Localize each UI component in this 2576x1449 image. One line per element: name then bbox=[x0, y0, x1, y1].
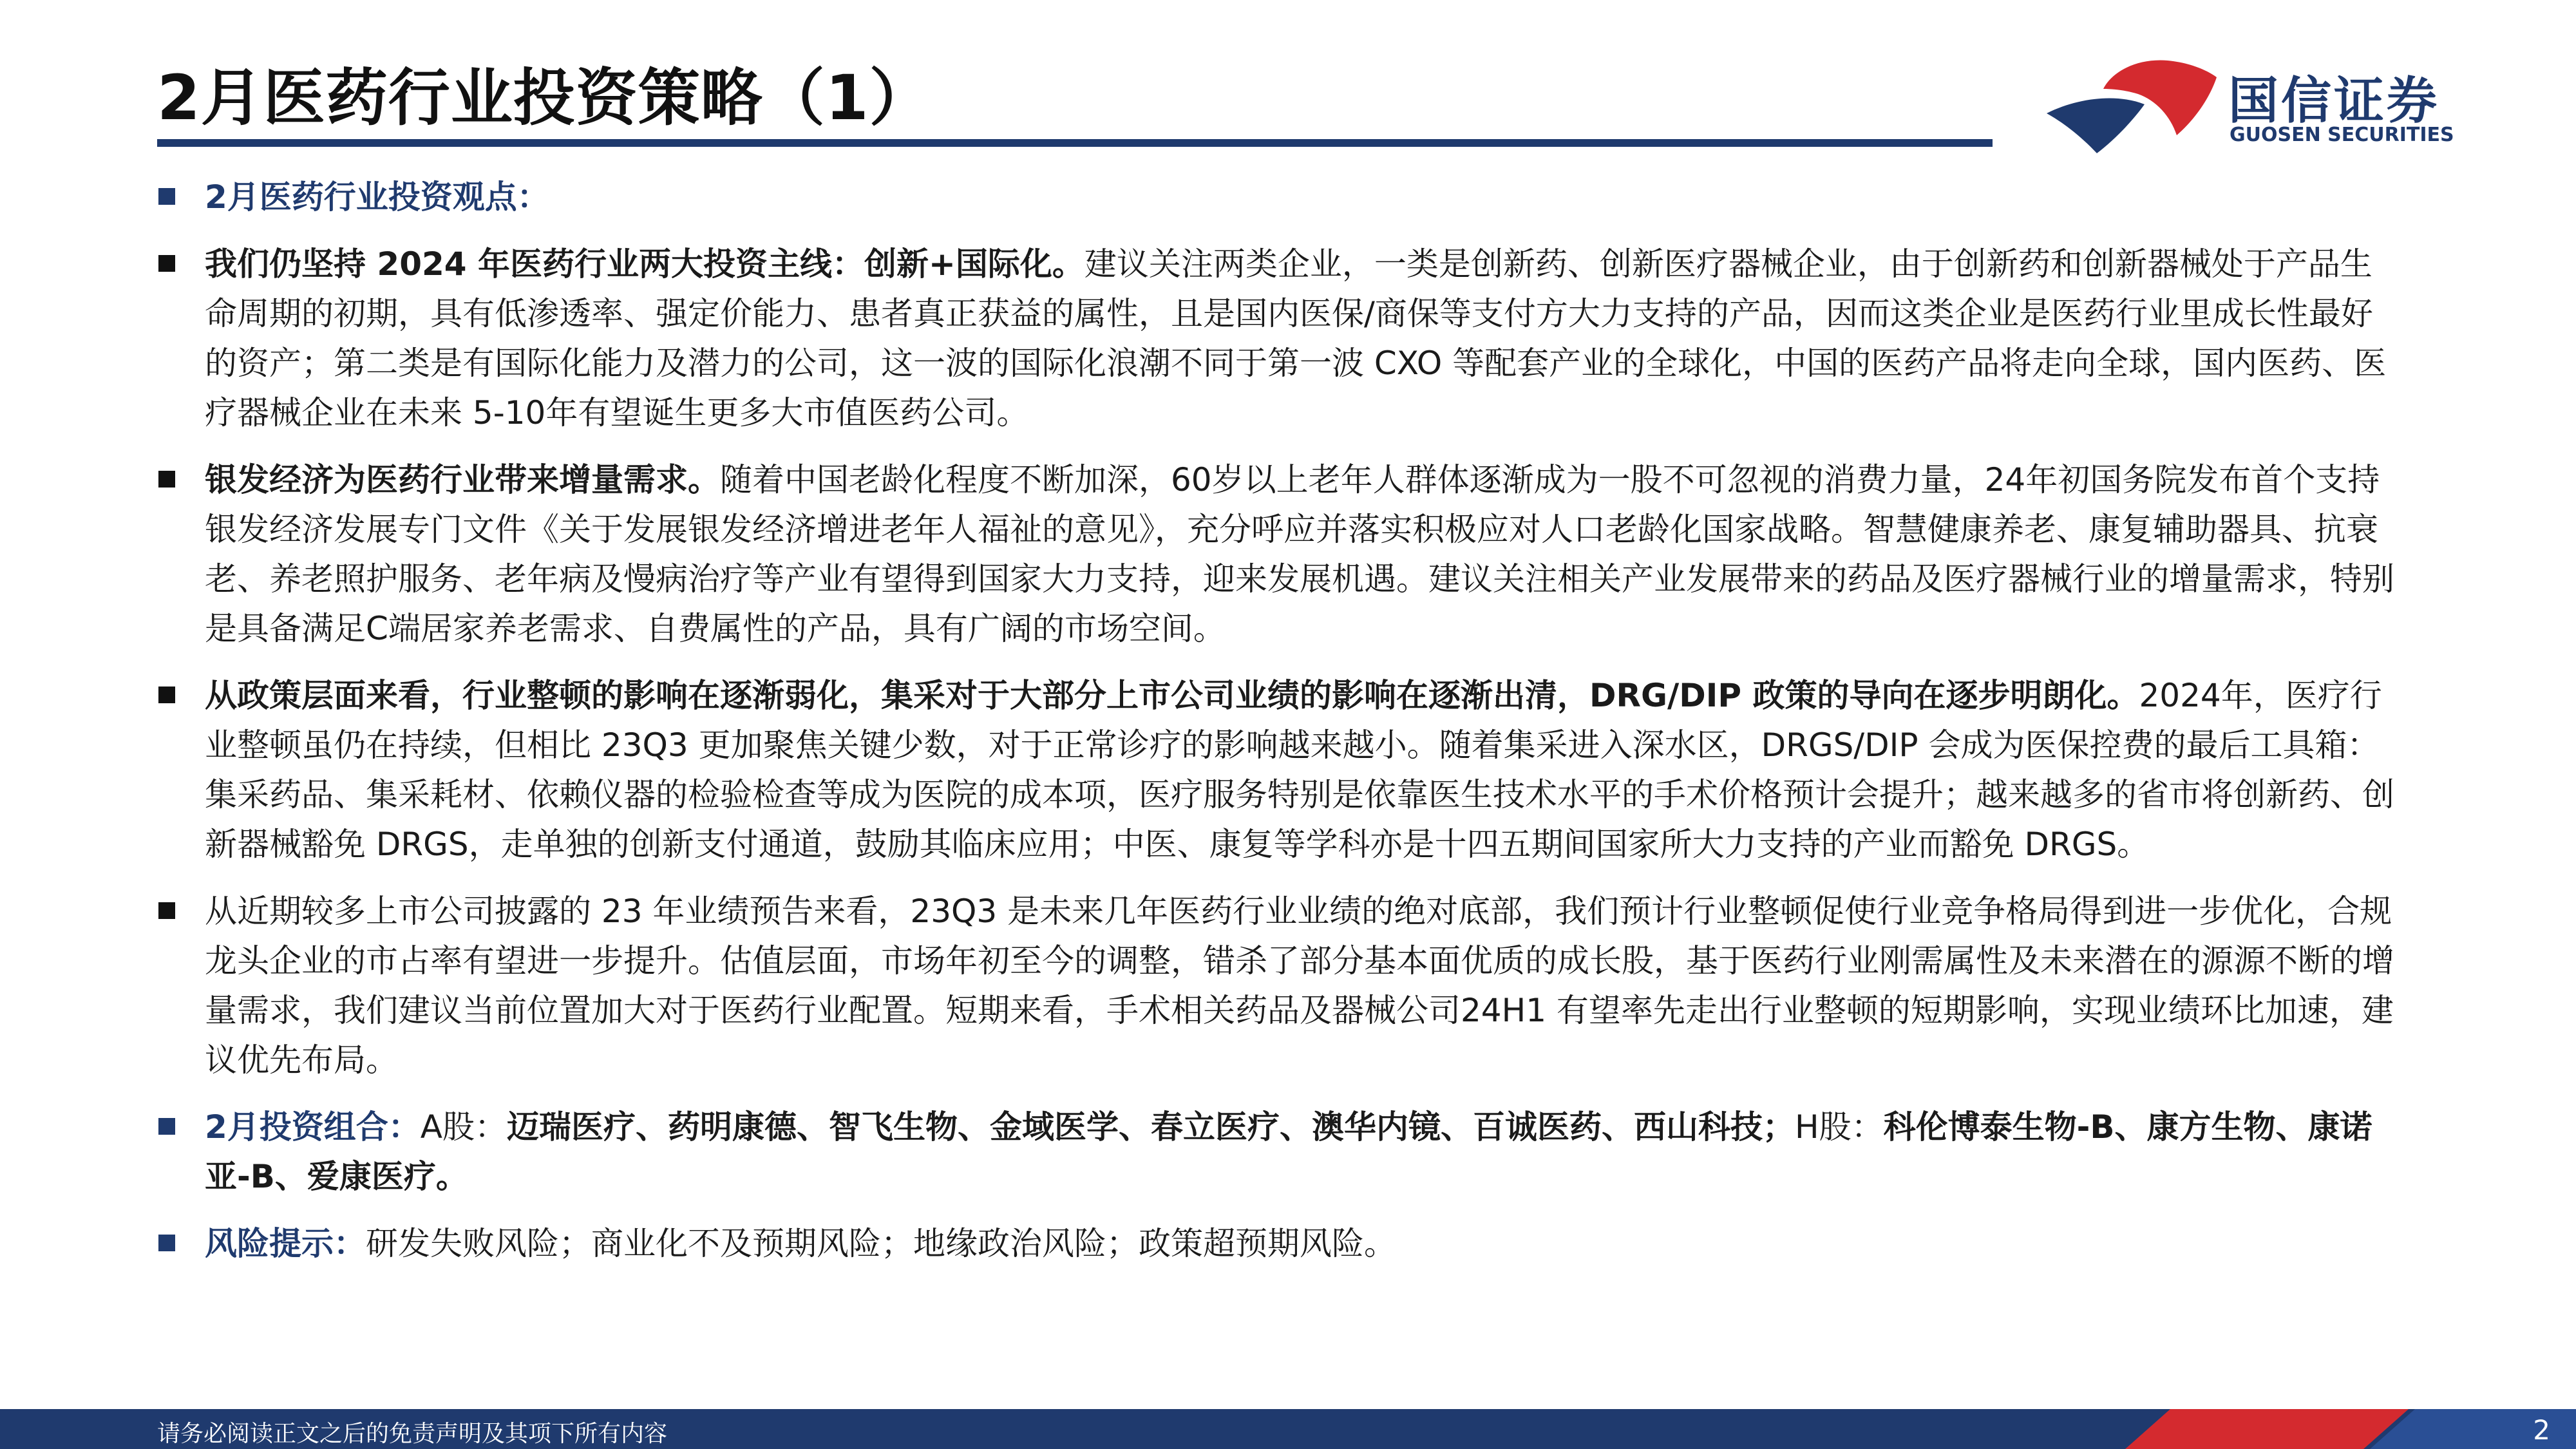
square-bullet-icon bbox=[158, 188, 175, 205]
risk-warning bbox=[157, 1219, 2398, 1269]
point-body: 建议关注两类企业，一类是创新药、创新医疗器械企业，由于创新药和创新器械处于产品生命周期的初期，具有低渗透率、强定价能力、患者真正获益的属性，且是国内医保/商保等支付方大力支持的产品，因而这类企业是医药行业里成长性最好的资产；第二类是有国际化能力及潜力的公司，这一波的国际化浪潮不同于第一波 CXO 等配套产业的全球化，中国的医药产品将走向全球，国内医药、医疗器械企业在未来 5-10年有望诞生更多大市值医药公司。 bbox=[205, 245, 2387, 431]
point-body: 从近期较多上市公司披露的 23 年业绩预告来看，23Q3 是未来几年医药行业业绩的绝对底部，我们预计行业整顿促使行业竞争格局得到进一步优化，合规龙头企业的市占率有望进一步提升。估值层面，市场年初至今的调整，错杀了部分基本面优质的成长股，基于医药行业刚需属性及未来潜在的源源不断的增量需求，我们建议当前位置加大对于医药行业配置。短期来看，手术相关药品及器械公司24H1 有望率先走出行业整顿的短期影响，实现业绩环比加速，建议优先布局。 bbox=[205, 893, 2394, 1079]
point-body: 2024年，医疗行业整顿虽仍在持续，但相比 23Q3 更加聚焦关键少数，对于正常诊疗的影响越来越小。随着集采进入深水区，DRGS/DIP 会成为医保控费的最后工具箱：集采药品、集采耗材、依赖仪器的检验检查等成为医院的成本项，医疗服务特别是依靠医生技术水平的手术价格预计会提升；越来越多的省市将创新药、创新器械豁免 DRGS，走单独的创新支付通道，鼓励其临床应用；中医、康复等学科亦是十四五期间国家所大力支持的产业而豁免 DRGS。 bbox=[205, 677, 2394, 863]
page-title: 2月医药行业投资策略（1） bbox=[157, 62, 932, 134]
a-share-label: A股： bbox=[420, 1108, 507, 1146]
point-earnings bbox=[157, 887, 2398, 1085]
footer-accent-icon bbox=[2048, 1409, 2576, 1449]
heading-text: 2月医药行业投资观点： bbox=[205, 178, 549, 216]
risk-label: 风险提示： bbox=[205, 1225, 366, 1262]
footer-bar bbox=[0, 1409, 2576, 1449]
point-innovation bbox=[157, 240, 2398, 438]
square-bullet-icon bbox=[158, 255, 175, 272]
h-share-stocks: 科伦博泰生物-B、康方生物、康诺亚-B、爱康医疗。 bbox=[205, 1108, 2372, 1195]
portfolio-label: 2月投资组合： bbox=[205, 1108, 421, 1146]
guosen-logo-icon bbox=[2041, 52, 2222, 161]
logo-english-name: GUOSEN SECURITIES bbox=[2230, 124, 2454, 146]
square-bullet-icon bbox=[158, 1235, 175, 1251]
page-number: 2 bbox=[2533, 1414, 2550, 1446]
title-divider bbox=[157, 139, 1993, 147]
point-lead: 我们仍坚持 2024 年医药行业两大投资主线：创新+国际化。 bbox=[205, 245, 1084, 283]
point-policy bbox=[157, 671, 2398, 869]
square-bullet-icon bbox=[158, 687, 175, 703]
section-heading bbox=[157, 173, 2398, 222]
point-lead: 从政策层面来看，行业整顿的影响在逐渐弱化，集采对于大部分上市公司业绩的影响在逐渐出清，DRG/DIP 政策的导向在逐步明朗化。 bbox=[205, 677, 2139, 714]
risk-text: 研发失败风险；商业化不及预期风险；地缘政治风险；政策超预期风险。 bbox=[366, 1225, 1396, 1262]
h-share-label: H股： bbox=[1795, 1108, 1884, 1146]
point-lead: 银发经济为医药行业带来增量需求。 bbox=[205, 461, 720, 498]
logo-chinese-name: 国信证券 bbox=[2228, 72, 2440, 130]
square-bullet-icon bbox=[158, 471, 175, 488]
content-area bbox=[157, 173, 2398, 1286]
point-body: 随着中国老龄化程度不断加深，60岁以上老年人群体逐渐成为一股不可忽视的消费力量，24年初国务院发布首个支持银发经济发展专门文件《关于发展银发经济增进老年人福祉的意见》，充分呼应并落实积极应对人口老龄化国家战略。智慧健康养老、康复辅助器具、抗衰老、养老照护服务、老年病及慢病治疗等产业有望得到国家大力支持，迎来发展机遇。建议关注相关产业发展带来的药品及医疗器械行业的增量需求，特别是具备满足C端居家养老需求、自费属性的产品，具有广阔的市场空间。 bbox=[205, 461, 2394, 647]
guosen-logo bbox=[2041, 52, 2454, 161]
a-share-stocks: 迈瑞医疗、药明康德、智飞生物、金域医学、春立医疗、澳华内镜、百诚医药、西山科技； bbox=[507, 1108, 1795, 1146]
point-silver-economy bbox=[157, 455, 2398, 654]
portfolio bbox=[157, 1103, 2398, 1202]
square-bullet-icon bbox=[158, 902, 175, 919]
square-bullet-icon bbox=[158, 1118, 175, 1135]
footer-disclaimer: 请务必阅读正文之后的免责声明及其项下所有内容 bbox=[157, 1421, 668, 1447]
